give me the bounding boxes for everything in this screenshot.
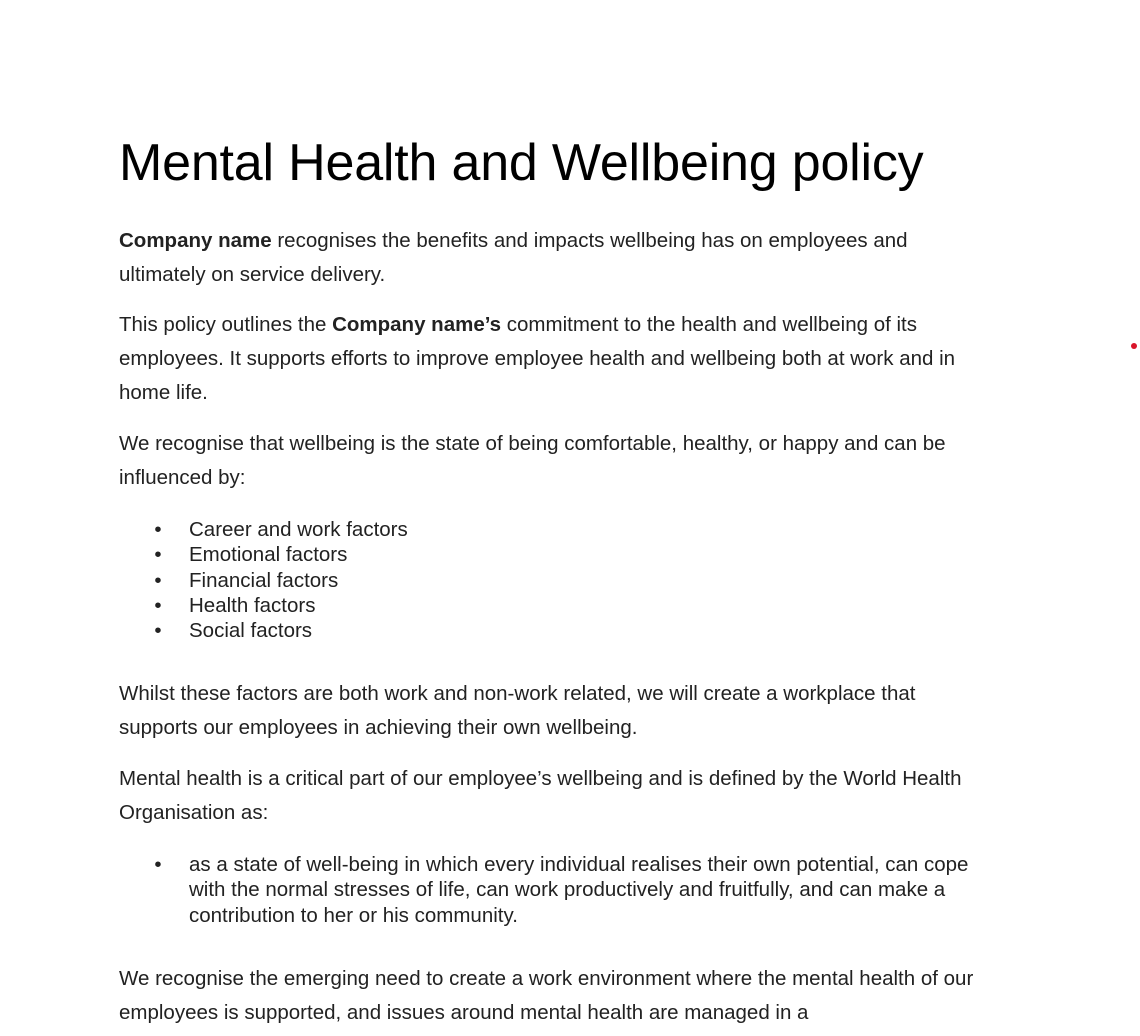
bullet-icon: • <box>154 853 162 876</box>
intro-paragraph <box>119 224 999 292</box>
commitment-paragraph-before: This policy outlines the <box>119 313 333 336</box>
list-item <box>119 618 999 643</box>
wellbeing-definition-paragraph: We recognise that wellbeing is the state of being comfortable, healthy, or happy and can be influenced by: <box>119 432 946 489</box>
workplace-paragraph: Whilst these factors are both work and non-work related, we will create a workplace that supports our employees in achieving their own wellbeing. <box>119 682 916 739</box>
bullet-icon: • <box>154 619 162 643</box>
marker-dot <box>1131 343 1137 349</box>
list-item <box>119 568 999 593</box>
mental-health-paragraph: Mental health is a critical part of our employee’s wellbeing and is defined by the World Health Organisation as: <box>119 767 962 824</box>
list-item <box>119 852 999 928</box>
who-definition-text: as a state of well-being in which every individual realises their own potential, can cope with the normal stresses of life, can work productively and fruitfully, and can make a contribution to her or his community. <box>189 853 969 927</box>
factors-list <box>119 517 999 643</box>
bullet-icon: • <box>154 518 162 541</box>
list-item <box>119 593 999 618</box>
list-item-text: Social factors <box>189 619 313 643</box>
list-item-text: Emotional factors <box>189 543 348 567</box>
intro-paragraph-text: recognises the benefits and impacts wellbeing has on employees and ultimately on service delivery. <box>119 229 908 286</box>
company-name: Company name <box>119 229 272 252</box>
page-title: Mental Health and Wellbeing policy <box>119 134 924 192</box>
work-environment-paragraph: We recognise the emerging need to create a work environment where the mental health of our employees is supported, and issues around mental health are managed in a <box>119 967 974 1024</box>
company-name-possessive: Company name’s <box>332 313 502 336</box>
list-item-text: Financial factors <box>189 568 339 592</box>
commitment-paragraph <box>119 308 999 410</box>
list-item <box>119 517 999 542</box>
bullet-icon: • <box>154 593 162 617</box>
commitment-paragraph-after: commitment to the health and wellbeing of its employees. It supports efforts to improve employee health and wellbeing both at work and in home life. <box>119 313 956 404</box>
list-item <box>119 542 999 567</box>
who-definition-list <box>119 852 999 928</box>
list-item-text: Career and work factors <box>189 518 408 541</box>
bullet-icon: • <box>154 568 162 592</box>
list-item-text: Health factors <box>189 593 316 617</box>
bullet-icon: • <box>154 543 162 567</box>
